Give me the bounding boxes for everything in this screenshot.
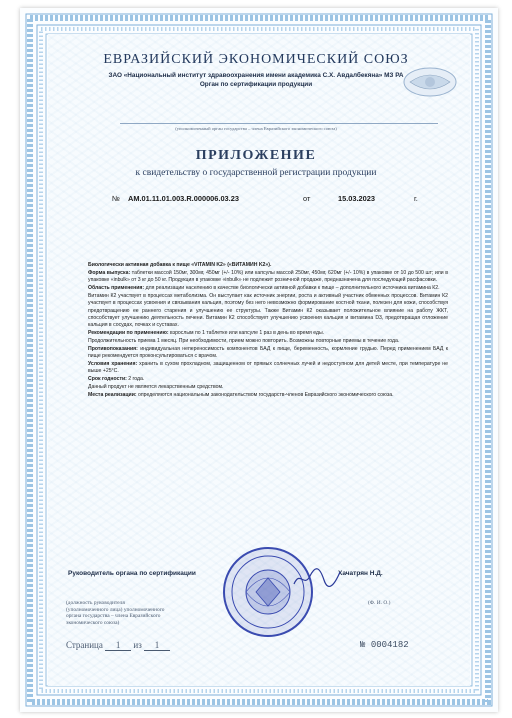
- release-form: [88, 270, 448, 285]
- certificate-body: [88, 262, 448, 400]
- duration: Продолжительность приема 1 месяц. При необходимости, прием можно повторить. Возможны повторные приемы в течение года.: [88, 337, 400, 344]
- shelf-life-label: Срок годности:: [88, 376, 127, 383]
- divider: [120, 123, 438, 124]
- shelf-life: [88, 376, 448, 383]
- registration-row: [0, 194, 512, 208]
- page-of: из: [133, 640, 142, 650]
- sales-places: [88, 392, 448, 399]
- page-counter: [66, 640, 170, 651]
- release-form-text: таблетки массой 150мг, 300мг, 450мг (+/- 10%) или капсулы массой 250мг, 450мг, 620мг (+/- 10%) в упаковке от 10 до 500 шт; или в упаковке «inbulk» от 3 кг до 50 кг. Продукция в упаковке «inbulk» не подлежит розничной продаже, предназначена для последующей расфасовки.: [88, 269, 449, 284]
- storage-conditions: [88, 361, 448, 376]
- application-area-text: для реализации населению в качестве биологически активной добавки к пище – дополнительного источника витамина К2.: [144, 285, 440, 292]
- institution-name: ЗАО «Национальный институт здравоохранения имени академика С.Х. Авдалбекяна» МЗ РА: [108, 72, 404, 79]
- page-total: 1: [144, 640, 170, 651]
- usage-text: взрослым по 1 таблетке или капсуле 1 раз в день во время еды.: [168, 330, 325, 337]
- serial-number: [360, 640, 409, 650]
- contraindications: [88, 346, 448, 361]
- organ-name: Орган по сертификации продукции: [199, 81, 313, 88]
- usage-label: Рекомендации по применению:: [88, 330, 169, 337]
- document-title: ПРИЛОЖЕНИЕ: [195, 148, 317, 163]
- contraindications-text: индивидуальная непереносимость компонентов БАД к пище, беременность, кормление грудью. Перед применением БАД к пище рекомендуется проконсультироваться с врачом.: [88, 345, 448, 360]
- document-subtitle: к свидетельству о государственной регистрации продукции: [135, 168, 377, 178]
- description: Витамин К2 участвует в процессах метаболизма. Он выступает как источник энергии, роста и активный участник обменных процессов. Витамин К2 участвует в процессах усвоения и связывания кальция, поэтому без него невозможно формирование костной ткани, полезен для кожи, способствуя предотвращению ее раннего старения и улучшению ее структуры. Также Витамин К2 оказывает положительное влияние на работу ЖКТ, способствует улучшению деятельность печени. Витамин К2 способствует улучшению усвоения кальция и витамина D3, предотвращая отложение кальция в сосудах, почках и суставах.: [88, 292, 448, 329]
- number-prefix: №: [112, 194, 120, 203]
- sales-places-label: Места реализации:: [88, 391, 137, 398]
- signer-label: Руководитель органа по сертификации: [68, 570, 196, 577]
- position-note-line-3: органа государства – члена Евразийского: [66, 613, 161, 619]
- product-name-text: Биологически активная добавка к пище «VITAMIN K2» («ВИТАМИН K2»).: [88, 262, 272, 268]
- official-stamp-icon: [222, 546, 314, 638]
- application-area-label: Область применения:: [88, 285, 145, 292]
- position-note-line-2: (уполномоченного лица) уполномоченного: [66, 606, 165, 613]
- storage-text: хранить в сухом прохладном, защищенном от прямых солнечных лучей и недоступном для детей месте, при температуре не выше +25°С.: [88, 361, 448, 375]
- date-prefix: от: [303, 194, 311, 203]
- serial-value: 0004182: [370, 640, 409, 650]
- position-note-line-4: экономического союза): [66, 619, 120, 626]
- product-name: [88, 262, 448, 269]
- page-label: Страница: [66, 640, 103, 650]
- sales-places-text: определяются национальным законодательством государств-членов Евразийского экономического союза.: [136, 391, 394, 398]
- application-area: [88, 285, 448, 292]
- storage-label: Условия хранения:: [88, 361, 138, 368]
- contraindications-label: Противопоказания:: [88, 345, 138, 352]
- year-suffix: г.: [414, 194, 418, 203]
- position-note-line-1: (должность руководителя: [66, 600, 125, 606]
- serial-prefix: №: [360, 640, 366, 650]
- page-current: 1: [105, 640, 131, 651]
- union-title: ЕВРАЗИЙСКИЙ ЭКОНОМИЧЕСКИЙ СОЮЗ: [103, 52, 409, 67]
- shelf-life-text: 2 года.: [126, 376, 145, 383]
- position-note: [66, 600, 165, 626]
- release-form-label: Форма выпуска:: [88, 269, 131, 276]
- not-medicine-note: Данный продукт не является лекарственным средством.: [88, 384, 224, 391]
- organ-note: (уполномоченный орган государства – члена Евразийского экономического союза): [175, 126, 337, 131]
- usage-recommendations: [88, 330, 448, 337]
- fio-note: (Ф. И. О.): [368, 600, 391, 606]
- registration-number: AM.01.11.01.003.R.000006.03.23: [128, 194, 239, 203]
- signature-icon: [292, 566, 342, 590]
- signer-name: Хачатрян Н.Д.: [338, 570, 383, 577]
- registration-date: 15.03.2023: [338, 194, 375, 203]
